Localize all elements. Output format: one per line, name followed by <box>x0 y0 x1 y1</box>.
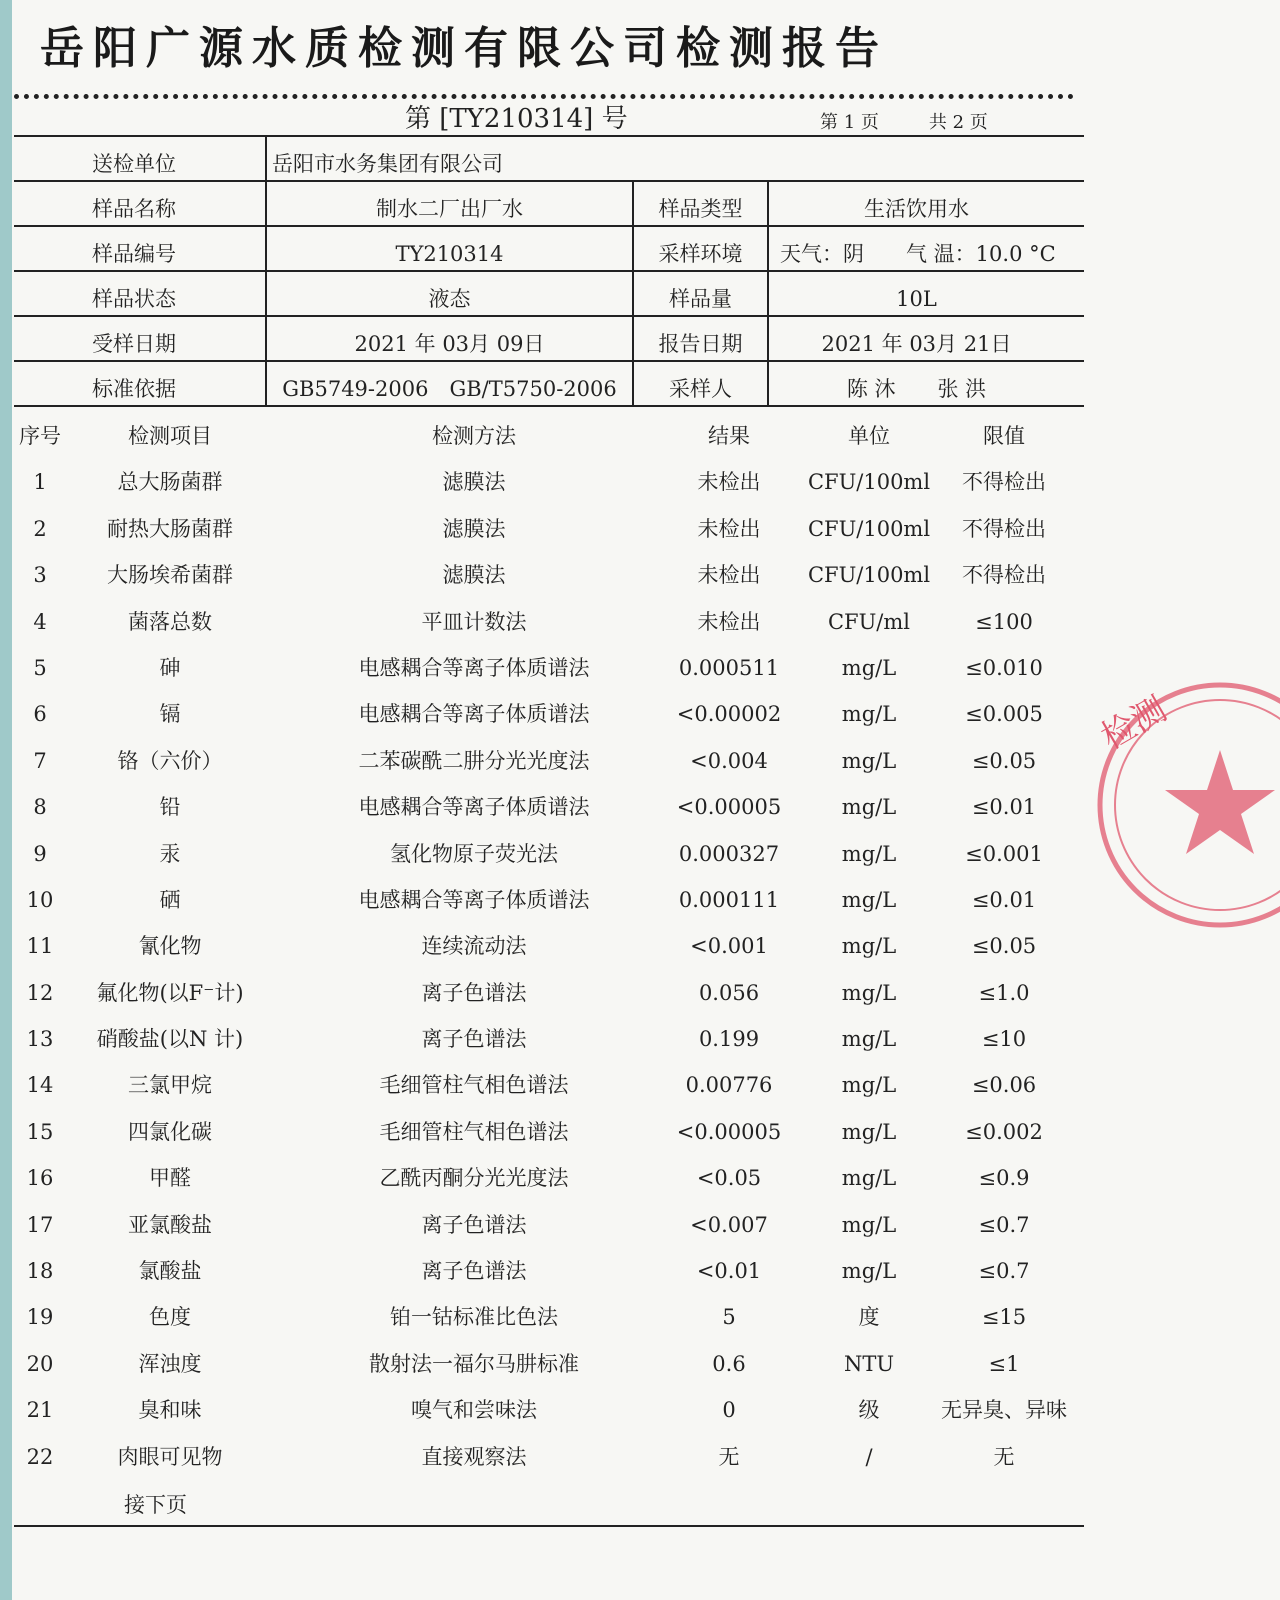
cell-unit: NTU <box>843 1351 895 1376</box>
cell-unit: 级 <box>858 1398 880 1423</box>
cell-item: 氟化物(以F⁻计) <box>96 980 244 1005</box>
cell-method: 连续流动法 <box>421 934 527 959</box>
cell-method: 嗅气和尝味法 <box>411 1398 537 1423</box>
cell-unit: mg/L <box>841 1212 897 1237</box>
table-row <box>14 600 1084 646</box>
table-row <box>14 1435 1084 1481</box>
cell-no: 19 <box>26 1305 54 1330</box>
cell-no: 13 <box>26 1027 54 1052</box>
cell-unit: mg/L <box>841 841 897 866</box>
cell-unit: / <box>865 1444 873 1469</box>
header-unit: 单位 <box>848 424 890 448</box>
cell-limit: ≤0.01 <box>971 887 1037 912</box>
seal-star-icon <box>1165 750 1275 854</box>
cell-method: 电感耦合等离子体质谱法 <box>358 702 590 727</box>
cell-no: 16 <box>26 1166 54 1191</box>
cell-no: 15 <box>26 1119 54 1144</box>
cell-unit: mg/L <box>841 655 897 680</box>
sample-code-value: TY210314 <box>395 242 504 266</box>
report-title: 岳阳广源水质检测有限公司检测报告 <box>40 23 888 74</box>
cell-item: 大肠埃希菌群 <box>107 563 233 588</box>
cell-method: 二苯碳酰二肼分光光度法 <box>358 748 590 773</box>
cell-unit: CFU/ml <box>827 609 911 634</box>
cell-result: 0.000327 <box>678 841 780 866</box>
cell-method: 滤膜法 <box>442 470 506 495</box>
cell-limit: 无 <box>993 1444 1015 1469</box>
cell-limit: ≤1 <box>988 1351 1020 1376</box>
cell-item: 硒 <box>159 887 181 912</box>
cell-unit: mg/L <box>841 1166 897 1191</box>
table-row <box>14 646 1084 692</box>
cell-unit: mg/L <box>841 702 897 727</box>
cell-unit: CFU/100ml <box>807 470 931 495</box>
cell-item: 甲醛 <box>149 1166 191 1191</box>
scan-edge <box>0 0 12 1600</box>
cell-unit: CFU/100ml <box>807 516 931 541</box>
cell-limit: 无异臭、异味 <box>941 1398 1067 1423</box>
cell-unit: mg/L <box>841 887 897 912</box>
cell-limit: 不得检出 <box>962 516 1046 541</box>
cell-limit: ≤1.0 <box>978 980 1030 1005</box>
cell-limit: ≤100 <box>975 609 1033 634</box>
sample-name-label: 样品名称 <box>92 197 176 221</box>
cell-method: 电感耦合等离子体质谱法 <box>358 655 590 680</box>
cell-method: 滤膜法 <box>442 516 506 541</box>
cell-item: 耐热大肠菌群 <box>107 516 233 541</box>
table-row <box>14 739 1084 785</box>
cell-no: 12 <box>26 980 54 1005</box>
cell-method: 离子色谱法 <box>421 1259 527 1284</box>
cell-item: 镉 <box>159 702 181 727</box>
cell-result: 未检出 <box>697 470 761 495</box>
cell-limit: ≤15 <box>981 1305 1027 1330</box>
cell-unit: mg/L <box>841 1027 897 1052</box>
results-header-row <box>14 414 1084 460</box>
header-method: 检测方法 <box>432 424 516 448</box>
cell-method: 直接观察法 <box>421 1444 527 1469</box>
report-number: 第 [TY210314] 号 <box>405 104 628 134</box>
cell-result: <0.05 <box>696 1166 762 1191</box>
cell-limit: ≤0.010 <box>965 655 1043 680</box>
cell-limit: 不得检出 <box>962 470 1046 495</box>
table-row <box>14 971 1084 1017</box>
cell-result: 未检出 <box>697 563 761 588</box>
cell-result: 5 <box>722 1305 736 1330</box>
sample-type-value: 生活饮用水 <box>864 197 969 221</box>
table-row <box>14 924 1084 970</box>
cell-no: 14 <box>26 1073 54 1098</box>
sampler-value: 陈 沐 张 洪 <box>846 377 987 401</box>
cell-no: 7 <box>33 748 47 773</box>
cell-item: 总大肠菌群 <box>117 470 223 495</box>
cell-method: 毛细管柱气相色谱法 <box>379 1073 569 1098</box>
cell-method: 电感耦合等离子体质谱法 <box>358 887 590 912</box>
sample-state-value: 液态 <box>428 287 471 311</box>
seal-text: 检测 <box>1094 689 1174 758</box>
table-row <box>14 1110 1084 1156</box>
cell-method: 离子色谱法 <box>421 1212 527 1237</box>
cell-no: 3 <box>33 563 47 588</box>
report-date-label: 报告日期 <box>658 332 743 356</box>
table-row <box>14 1249 1084 1295</box>
cell-result: 无 <box>718 1444 740 1469</box>
cell-limit: 不得检出 <box>962 563 1046 588</box>
sample-state-label: 样品状态 <box>92 287 176 311</box>
info-border-top <box>14 135 1084 137</box>
cell-no: 6 <box>33 702 47 727</box>
cell-item: 四氯化碳 <box>128 1119 212 1144</box>
table-row <box>14 1063 1084 1109</box>
table-row <box>14 1156 1084 1202</box>
receive-date-label: 受样日期 <box>92 332 176 356</box>
cell-result: 0.00776 <box>685 1073 773 1098</box>
cell-unit: mg/L <box>841 1119 897 1144</box>
cell-item: 肉眼可见物 <box>117 1444 223 1469</box>
cell-unit: CFU/100ml <box>807 563 931 588</box>
cell-unit: mg/L <box>841 795 897 820</box>
page-total: 共 2 页 <box>928 112 988 133</box>
table-row <box>14 1295 1084 1341</box>
results-body <box>14 460 1084 1481</box>
cell-item: 色度 <box>149 1305 191 1330</box>
cell-limit: ≤0.7 <box>978 1212 1030 1237</box>
cell-unit: mg/L <box>841 748 897 773</box>
cell-item: 铬（六价） <box>117 748 223 773</box>
cell-result: 0.056 <box>698 980 760 1005</box>
standard-label: 标准依据 <box>92 377 176 401</box>
unit-label: 送检单位 <box>92 152 176 176</box>
cell-method: 滤膜法 <box>442 563 506 588</box>
cell-item: 菌落总数 <box>128 609 212 634</box>
header-limit: 限值 <box>983 424 1025 448</box>
cell-no: 18 <box>26 1259 54 1284</box>
cell-result: 0.6 <box>712 1351 746 1376</box>
cell-no: 21 <box>26 1398 54 1423</box>
cell-result: 未检出 <box>697 609 761 634</box>
report-date-value: 2021 年 03月 21日 <box>821 332 1012 356</box>
cell-no: 20 <box>26 1351 54 1376</box>
cell-item: 臭和味 <box>138 1398 202 1423</box>
table-row <box>14 692 1084 738</box>
sample-name-value: 制水二厂出厂水 <box>376 197 523 221</box>
cell-result: <0.004 <box>690 748 768 773</box>
sample-type-label: 样品类型 <box>658 197 743 221</box>
cell-result: 0 <box>722 1398 736 1423</box>
table-row <box>14 1203 1084 1249</box>
cell-item: 亚氯酸盐 <box>128 1212 212 1237</box>
cell-no: 22 <box>26 1444 54 1469</box>
sampler-label: 采样人 <box>669 377 732 401</box>
page-current: 第 1 页 <box>820 112 879 133</box>
cell-item: 氯酸盐 <box>138 1259 202 1284</box>
cell-no: 4 <box>33 609 47 634</box>
cell-result: 未检出 <box>697 516 761 541</box>
cell-unit: mg/L <box>841 934 897 959</box>
title-divider <box>14 94 1074 99</box>
cell-no: 11 <box>26 934 54 959</box>
table-row <box>14 1388 1084 1434</box>
cell-unit: mg/L <box>841 1259 897 1284</box>
receive-date-value: 2021 年 03月 09日 <box>354 332 545 356</box>
sample-qty-value: 10L <box>896 287 937 311</box>
cell-method: 铂一钴标准比色法 <box>390 1305 558 1330</box>
cell-unit: mg/L <box>841 980 897 1005</box>
sampling-env-value: 天气：阴 气 温：10.0 °C <box>780 242 1056 266</box>
cell-item: 汞 <box>159 841 181 866</box>
cell-result: <0.00005 <box>676 1119 782 1144</box>
cell-limit: ≤0.05 <box>971 934 1037 959</box>
table-row <box>14 1017 1084 1063</box>
cell-no: 5 <box>33 655 47 680</box>
cell-limit: ≤0.06 <box>971 1073 1037 1098</box>
cell-no: 9 <box>33 841 47 866</box>
table-row <box>14 1342 1084 1388</box>
cell-item: 铅 <box>159 795 181 820</box>
cell-result: <0.007 <box>690 1212 768 1237</box>
table-row <box>14 785 1084 831</box>
page-info <box>820 110 988 136</box>
unit-value: 岳阳市水务集团有限公司 <box>272 152 503 176</box>
cell-result: 0.199 <box>698 1027 760 1052</box>
cell-item: 浑浊度 <box>138 1351 202 1376</box>
cell-method: 乙酰丙酮分光光度法 <box>379 1166 569 1191</box>
cell-limit: ≤0.7 <box>978 1259 1030 1284</box>
cell-result: <0.00002 <box>676 702 782 727</box>
table-row <box>14 553 1084 599</box>
results-table <box>14 414 1084 1481</box>
table-row <box>14 460 1084 506</box>
header-result: 结果 <box>708 424 750 448</box>
standard-value: GB5749-2006 GB/T5750-2006 <box>282 377 617 401</box>
sample-code-label: 样品编号 <box>92 242 176 266</box>
cell-limit: ≤10 <box>981 1027 1027 1052</box>
page-bottom-rule <box>14 1525 1084 1527</box>
header-no: 序号 <box>19 424 61 448</box>
cell-result: <0.001 <box>690 934 768 959</box>
cell-item: 砷 <box>159 655 181 680</box>
header-item: 检测项目 <box>128 424 212 448</box>
cell-limit: ≤0.005 <box>965 702 1043 727</box>
cell-limit: ≤0.05 <box>971 748 1037 773</box>
cell-item: 硝酸盐(以N 计) <box>96 1027 244 1052</box>
cell-method: 毛细管柱气相色谱法 <box>379 1119 569 1144</box>
sampling-env-label: 采样环境 <box>658 242 743 266</box>
cell-result: <0.01 <box>696 1259 762 1284</box>
cell-unit: 度 <box>858 1305 880 1330</box>
cell-item: 三氯甲烷 <box>128 1073 212 1098</box>
cell-limit: ≤0.01 <box>971 795 1037 820</box>
cell-no: 1 <box>33 470 47 495</box>
cell-limit: ≤0.002 <box>965 1119 1043 1144</box>
sample-qty-label: 样品量 <box>669 287 732 311</box>
cell-method: 离子色谱法 <box>421 980 527 1005</box>
cell-method: 电感耦合等离子体质谱法 <box>358 795 590 820</box>
cell-method: 氢化物原子荧光法 <box>390 841 558 866</box>
cell-item: 氰化物 <box>138 934 202 959</box>
table-row <box>14 878 1084 924</box>
cell-method: 离子色谱法 <box>421 1027 527 1052</box>
cell-no: 17 <box>26 1212 54 1237</box>
continue-note: 接下页 <box>124 1493 187 1517</box>
cell-method: 散射法一福尔马肼标准 <box>369 1351 579 1376</box>
cell-unit: mg/L <box>841 1073 897 1098</box>
cell-method: 平皿计数法 <box>421 609 527 634</box>
seal-stamp <box>1090 680 1280 930</box>
table-row <box>14 507 1084 553</box>
cell-no: 2 <box>33 516 47 541</box>
cell-result: 0.000111 <box>678 887 780 912</box>
cell-no: 8 <box>33 795 47 820</box>
cell-no: 10 <box>26 887 54 912</box>
cell-limit: ≤0.001 <box>965 841 1043 866</box>
cell-result: 0.000511 <box>678 655 780 680</box>
table-row <box>14 832 1084 878</box>
cell-result: <0.00005 <box>676 795 782 820</box>
cell-limit: ≤0.9 <box>978 1166 1030 1191</box>
